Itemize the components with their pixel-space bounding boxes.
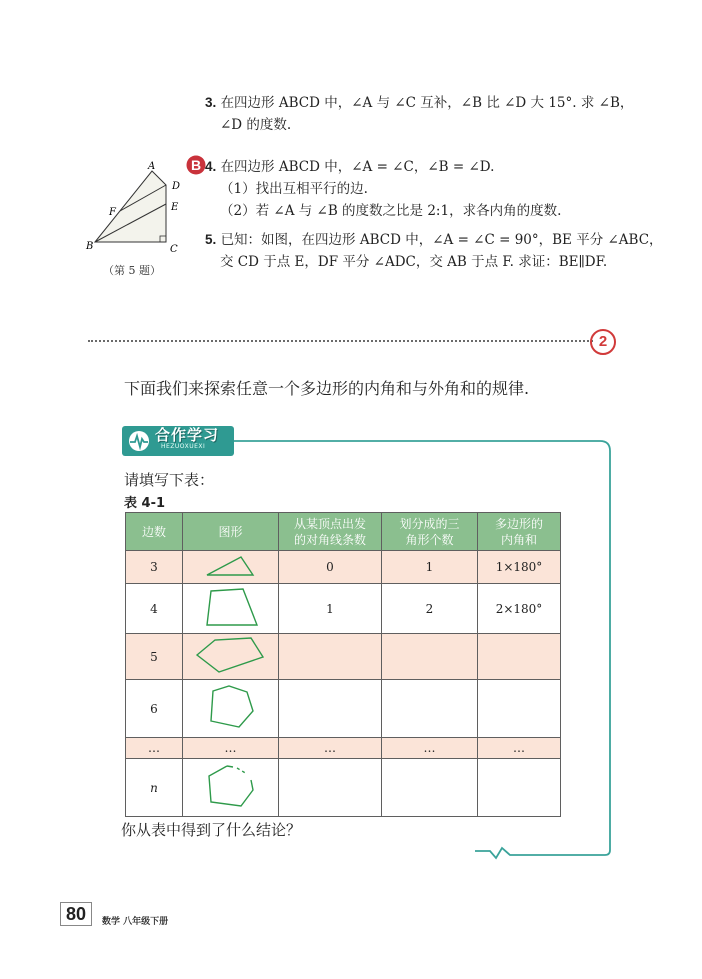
triangle-shape (183, 551, 279, 584)
problem-3-line2: ∠D 的度数. (220, 117, 292, 133)
problem-4-sub1: （1）找出互相平行的边. (220, 181, 368, 197)
polygon-table (125, 512, 561, 817)
table-row: … … … … … (126, 738, 561, 759)
svg-text:A: A (148, 161, 156, 172)
svg-text:B: B (190, 157, 202, 173)
table-row: n (126, 759, 561, 817)
problem-5-line1: 已知：如图，在四边形 ABCD 中，∠A = ∠C = 90°，BE 平分 ∠ABC， (220, 232, 663, 248)
problem-4-number: 4. (205, 159, 217, 174)
problem-3-line1: 在四边形 ABCD 中，∠A 与 ∠C 互补，∠B 比 ∠D 大 15°. 求 ∠B， (220, 95, 634, 111)
header-angle-sum: 多边形的 内角和 (478, 513, 561, 551)
svg-text:D: D (172, 181, 181, 192)
problem-4-sub2: （2）若 ∠A 与 ∠B 的度数之比是 2:1，求各内角的度数. (220, 203, 562, 219)
figure-caption: （第 5 题） (103, 264, 161, 277)
pulse-icon (127, 430, 151, 452)
problem-4-line1: 在四边形 ABCD 中，∠A = ∠C，∠B = ∠D. (220, 159, 495, 175)
problem-5-line2: 交 CD 于点 E，DF 平分 ∠ADC，交 AB 于点 F. 求证：BE∥DF. (220, 254, 608, 270)
pentagon-shape (183, 634, 279, 680)
problem-5-number: 5. (205, 232, 217, 247)
book-title: 数学 八年级下册 (102, 917, 169, 927)
hexagon-shape (183, 680, 279, 738)
svg-text:E: E (171, 202, 179, 213)
table-row: 6 (126, 680, 561, 738)
page-number: 80 (60, 902, 92, 926)
table-row: 5 (126, 634, 561, 680)
header-diagonals: 从某顶点出发 的对角线条数 (279, 513, 382, 551)
activity-pinyin: HEZUOXUEXI (161, 443, 206, 450)
table-caption: 表 4-1 (124, 496, 166, 511)
svg-text:B: B (86, 241, 94, 252)
table-row: 3 0 1 1×180° (126, 551, 561, 584)
svg-text:C: C (170, 244, 178, 255)
header-triangles: 划分成的三 角形个数 (382, 513, 478, 551)
header-sides: 边数 (126, 513, 183, 551)
conclusion-question: 你从表中得到了什么结论？ (121, 821, 302, 839)
problem-3-number: 3. (205, 95, 217, 110)
quadrilateral-shape (183, 584, 279, 634)
table-row: 4 1 2 2×180° (126, 584, 561, 634)
activity-title: 合作学习 (155, 426, 220, 444)
section-number: 2 (590, 329, 616, 355)
table-header-row (126, 513, 561, 551)
svg-text:F: F (109, 207, 116, 218)
section-intro: 下面我们来探索任意一个多边形的内角和与外角和的规律. (124, 379, 530, 398)
instruction: 请填写下表： (124, 471, 215, 489)
header-shape: 图形 (183, 513, 279, 551)
n-gon-shape (183, 759, 279, 817)
